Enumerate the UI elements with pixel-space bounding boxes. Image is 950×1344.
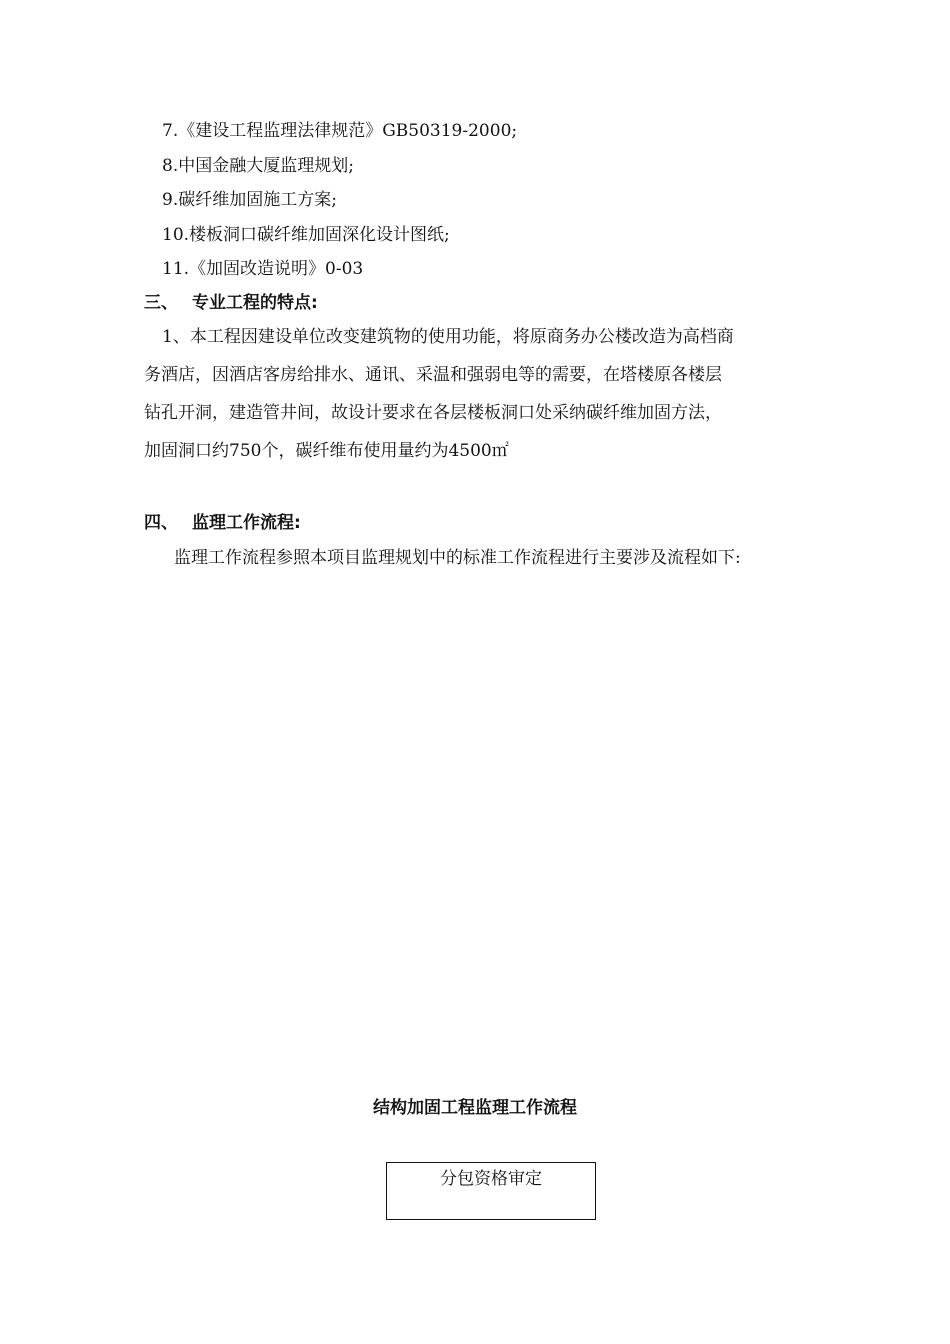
reference-item: 7.《建设工程监理法律规范》GB50319-2000; [162, 121, 518, 141]
reference-item: 11.《加固改造说明》0-03 [162, 259, 364, 279]
flowchart-title: 结构加固工程监理工作流程 [373, 1098, 577, 1118]
section-4-title: 监理工作流程: [192, 513, 301, 533]
section-3-heading [144, 292, 318, 314]
flowchart-step-label: 分包资格审定 [440, 1169, 542, 1189]
paragraph-line: 1、本工程因建设单位改变建筑物的使用功能，将原商务办公楼改造为高档商 [162, 327, 734, 347]
reference-item: 9.碳纤维加固施工方案; [162, 190, 337, 210]
paragraph-line: 务酒店，因酒店客房给排水、通讯、采温和强弱电等的需要，在塔楼原各楼层 [144, 365, 722, 385]
paragraph-line: 加固洞口约750个，碳纤维布使用量约为4500㎡ [144, 441, 509, 461]
section-3-number: 三、 [144, 293, 178, 313]
reference-item: 8.中国金融大厦监理规划; [162, 156, 354, 176]
section-3-title: 专业工程的特点: [192, 293, 318, 313]
section-4-number: 四、 [144, 513, 178, 533]
reference-item: 10.楼板洞口碳纤维加固深化设计图纸; [162, 225, 450, 245]
flowchart-step-box [386, 1162, 596, 1220]
paragraph-line: 钻孔开洞，建造管井间，故设计要求在各层楼板洞口处采纳碳纤维加固方法， [144, 403, 722, 423]
section-4-paragraph: 监理工作流程参照本项目监理规划中的标准工作流程进行主要涉及流程如下: [174, 548, 741, 568]
section-4-heading [144, 512, 301, 534]
